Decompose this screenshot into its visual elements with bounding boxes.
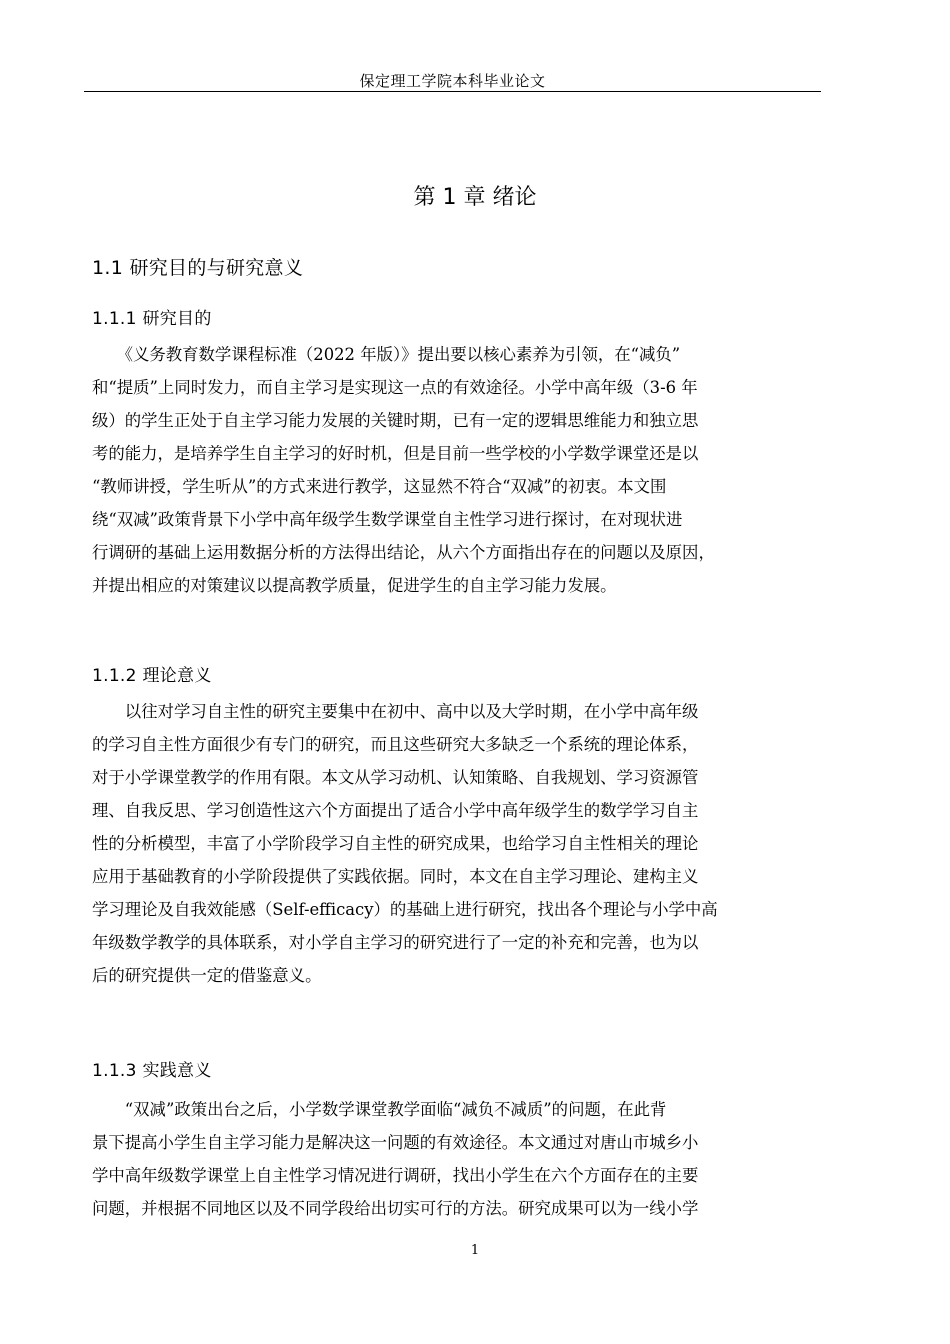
text-line: 学中高年级数学课堂上自主性学习情况进行调研，找出小学生在六个方面存在的主要: [92, 1166, 699, 1185]
text-line: 并提出相应的对策建议以提高教学质量，促进学生的自主学习能力发展。: [92, 576, 617, 595]
text-line: 应用于基础教育的小学阶段提供了实践依据。同时，本文在自主学习理论、建构主义: [92, 867, 699, 886]
text-line: 级）的学生正处于自主学习能力发展的关键时期，已有一定的逻辑思维能力和独立思: [92, 411, 699, 430]
paragraph-practical-significance: [92, 1093, 832, 1225]
text-line: 行调研的基础上运用数据分析的方法得出结论，从六个方面指出存在的问题以及原因，: [92, 543, 715, 562]
paragraph-theoretical-significance: [92, 695, 832, 992]
text-line: 年级数学教学的具体联系，对小学自主学习的研究进行了一定的补充和完善，也为以: [92, 933, 699, 952]
text-line: 理、自我反思、学习创造性这六个方面提出了适合小学中高年级学生的数学学习自主: [92, 801, 699, 820]
section-heading-1-1: 1.1 研究目的与研究意义: [92, 257, 304, 279]
text-line: 问题，并根据不同地区以及不同学段给出切实可行的方法。研究成果可以为一线小学: [92, 1199, 699, 1218]
text-line: 性的分析模型，丰富了小学阶段学习自主性的研究成果，也给学习自主性相关的理论: [92, 834, 699, 853]
text-line: 《义务教育数学课程标准（2022 年版）》提出要以核心素养为引领，在“减负”: [92, 345, 681, 364]
paragraph-research-purpose: [92, 338, 832, 602]
text-line: 绕“双减”政策背景下小学中高年级学生数学课堂自主性学习进行探讨，在对现状进: [92, 510, 683, 529]
text-line: 景下提高小学生自主学习能力是解决这一问题的有效途径。本文通过对唐山市城乡小: [92, 1133, 699, 1152]
chapter-title: 第 1 章 绪论: [413, 185, 537, 210]
text-line: “双减”政策出台之后，小学数学课堂教学面临“减负不减质”的问题，在此背: [92, 1100, 667, 1119]
text-line: 以往对学习自主性的研究主要集中在初中、高中以及大学时期，在小学中高年级: [92, 702, 699, 721]
section-heading-1-1-1: 1.1.1 研究目的: [92, 309, 212, 329]
page-number: 1: [470, 1243, 480, 1258]
header-rule: [84, 91, 821, 92]
text-line: 考的能力，是培养学生自主学习的好时机，但是目前一些学校的小学数学课堂还是以: [92, 444, 699, 463]
text-line: 后的研究提供一定的借鉴意义。: [92, 966, 322, 985]
running-header: 保定理工学院本科毕业论文: [359, 72, 546, 90]
section-heading-1-1-3: 1.1.3 实践意义: [92, 1061, 212, 1081]
text-line: 学习理论及自我效能感（Self-efficacy）的基础上进行研究，找出各个理论与小学中高: [92, 900, 718, 919]
section-heading-1-1-2: 1.1.2 理论意义: [92, 666, 212, 686]
text-line: “教师讲授，学生听从”的方式来进行教学，这显然不符合“双减”的初衷。本文围: [92, 477, 667, 496]
text-line: 和“提质”上同时发力，而自主学习是实现这一点的有效途径。小学中高年级（3-6 年: [92, 378, 698, 397]
text-line: 对于小学课堂教学的作用有限。本文从学习动机、认知策略、自我规划、学习资源管: [92, 768, 699, 787]
text-line: 的学习自主性方面很少有专门的研究，而且这些研究大多缺乏一个系统的理论体系，: [92, 735, 699, 754]
